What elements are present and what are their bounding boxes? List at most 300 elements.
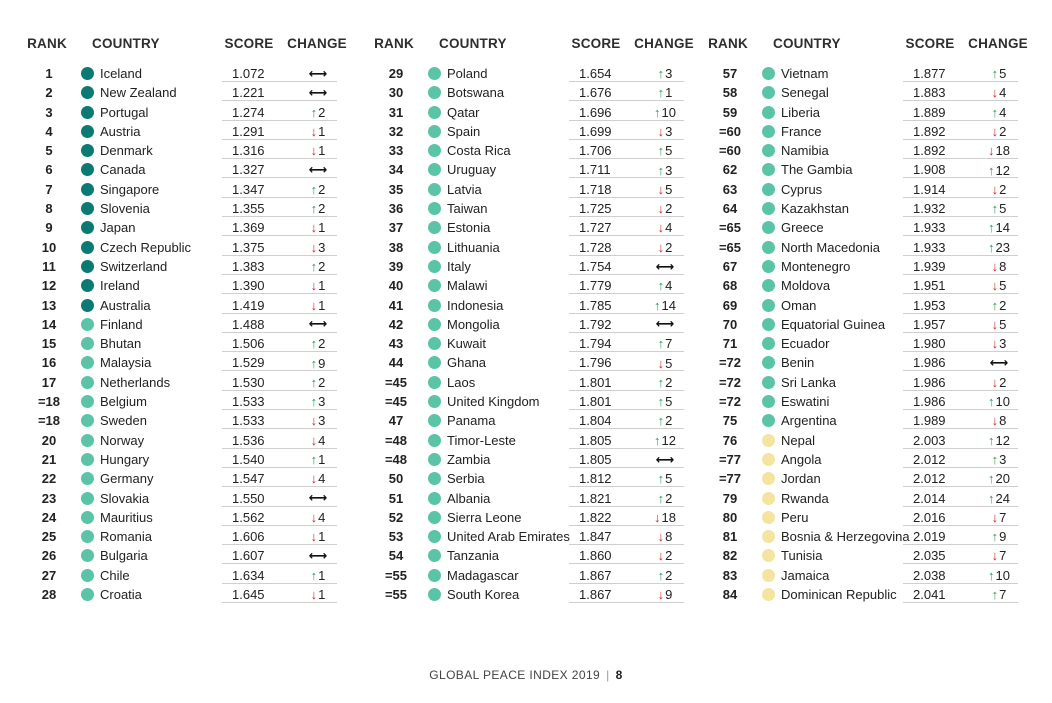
change-cell <box>967 104 1031 121</box>
peace-level-dot-icon <box>762 453 775 466</box>
score-cell: 1.718 <box>569 182 684 198</box>
rank-cell: =77 <box>718 451 742 467</box>
change-cell <box>967 84 1031 101</box>
change-cell <box>967 142 1031 159</box>
score-cell: 1.072 <box>222 66 337 82</box>
score-cell: 2.019 <box>903 529 1018 545</box>
score-cell: 1.488 <box>222 317 337 333</box>
peace-level-dot-icon <box>81 144 94 157</box>
change-value: 5 <box>665 471 673 487</box>
score-cell: 1.986 <box>903 355 1018 371</box>
country-cell: Peru <box>781 509 809 525</box>
peace-level-dot-icon <box>762 241 775 254</box>
peace-level-dot-icon <box>81 434 94 447</box>
score-cell: 2.012 <box>903 471 1018 487</box>
country-cell: Romania <box>100 529 153 545</box>
peace-level-dot-icon <box>428 549 441 562</box>
change-value: 2 <box>665 413 673 429</box>
change-cell <box>286 161 350 178</box>
arrow-up-icon: ↑ <box>654 104 661 120</box>
rank-cell: 53 <box>388 529 404 545</box>
peace-level-dot-icon <box>81 260 94 273</box>
arrow-up-icon: ↑ <box>310 181 318 197</box>
arrow-down-icon: ↓ <box>310 220 318 236</box>
peace-level-dot-icon <box>81 106 94 119</box>
score-cell: 2.003 <box>903 433 1018 449</box>
change-cell <box>967 258 1031 275</box>
change-cell <box>633 123 697 140</box>
score-cell: 1.822 <box>569 510 684 526</box>
change-value: 5 <box>999 66 1007 82</box>
change-value: 2 <box>999 181 1007 197</box>
rank-cell: 4 <box>45 123 53 139</box>
peace-level-dot-icon <box>428 511 441 524</box>
change-cell <box>633 567 697 584</box>
rank-cell: 67 <box>722 258 738 274</box>
change-cell <box>286 374 350 391</box>
rank-cell: 22 <box>41 471 57 487</box>
arrow-up-icon: ↑ <box>988 239 995 255</box>
change-value: 2 <box>318 181 326 197</box>
change-cell <box>967 181 1031 198</box>
rank-cell: 71 <box>722 336 738 352</box>
rank-cell: =48 <box>384 451 408 467</box>
score-cell: 1.375 <box>222 240 337 256</box>
double-arrow-icon: ⟷ <box>989 355 1009 371</box>
score-cell: 1.355 <box>222 201 337 217</box>
arrow-up-icon: ↑ <box>657 394 665 410</box>
rank-cell: 8 <box>45 201 53 217</box>
arrow-down-icon: ↓ <box>991 85 999 101</box>
change-value: 24 <box>995 490 1010 506</box>
country-cell: Costa Rica <box>447 143 511 159</box>
arrow-down-icon: ↓ <box>657 239 665 255</box>
score-cell: 1.606 <box>222 529 337 545</box>
change-cell <box>286 239 350 256</box>
country-cell: Liberia <box>781 104 821 120</box>
change-cell <box>286 104 350 121</box>
change-cell <box>967 528 1031 545</box>
arrow-up-icon: ↑ <box>988 162 995 178</box>
peace-level-dot-icon <box>762 125 775 138</box>
change-value: 2 <box>999 297 1007 313</box>
country-cell: Denmark <box>100 143 153 159</box>
change-value: 5 <box>665 355 673 371</box>
arrow-down-icon: ↓ <box>991 509 999 525</box>
double-arrow-icon: ⟷ <box>308 547 328 563</box>
rank-cell: =45 <box>384 374 408 390</box>
change-cell <box>967 297 1031 314</box>
arrow-up-icon: ↑ <box>310 336 318 352</box>
rank-cell: =77 <box>718 471 742 487</box>
change-value: 2 <box>665 374 673 390</box>
country-cell: United Arab Emirates <box>447 529 570 545</box>
change-value: 5 <box>665 143 673 159</box>
arrow-down-icon: ↓ <box>310 471 318 487</box>
change-value: 3 <box>318 413 326 429</box>
arrow-down-icon: ↓ <box>310 432 318 448</box>
change-cell <box>286 412 350 429</box>
change-cell <box>633 104 697 121</box>
country-cell: Hungary <box>100 451 150 467</box>
change-value: 2 <box>665 548 673 564</box>
country-cell: Rwanda <box>781 490 829 506</box>
country-cell: Tunisia <box>781 548 823 564</box>
change-header: CHANGE <box>287 36 347 51</box>
peace-level-dot-icon <box>762 511 775 524</box>
rank-cell: 41 <box>388 297 404 313</box>
score-cell: 1.383 <box>222 259 337 275</box>
rank-cell: 69 <box>722 297 738 313</box>
change-cell <box>633 84 697 101</box>
change-cell <box>633 547 697 564</box>
rank-cell: 76 <box>722 432 738 448</box>
rank-cell: 51 <box>388 490 404 506</box>
peace-level-dot-icon <box>81 241 94 254</box>
score-cell: 1.274 <box>222 105 337 121</box>
peace-level-dot-icon <box>428 279 441 292</box>
country-cell: Malawi <box>447 278 488 294</box>
country-cell: Cyprus <box>781 181 823 197</box>
change-value: 4 <box>318 432 326 448</box>
change-cell <box>967 470 1031 487</box>
double-arrow-icon: ⟷ <box>655 451 675 467</box>
rank-cell: 14 <box>41 316 57 332</box>
rank-cell: 35 <box>388 181 404 197</box>
score-cell: 1.419 <box>222 298 337 314</box>
score-cell: 1.728 <box>569 240 684 256</box>
rank-header: RANK <box>374 36 414 51</box>
score-cell: 1.804 <box>569 413 684 429</box>
arrow-up-icon: ↑ <box>657 490 665 506</box>
change-value: 5 <box>665 394 673 410</box>
change-value: 18 <box>995 143 1010 159</box>
score-cell: 1.727 <box>569 220 684 236</box>
double-arrow-icon: ⟷ <box>308 65 328 81</box>
peace-level-dot-icon <box>428 434 441 447</box>
rank-cell: =72 <box>718 374 742 390</box>
arrow-up-icon: ↑ <box>988 394 995 410</box>
peace-level-dot-icon <box>81 279 94 292</box>
peace-level-dot-icon <box>81 356 94 369</box>
arrow-down-icon: ↓ <box>988 143 995 159</box>
score-cell: 1.986 <box>903 394 1018 410</box>
double-arrow-icon: ⟷ <box>655 316 675 332</box>
arrow-up-icon: ↑ <box>657 471 665 487</box>
score-cell: 1.699 <box>569 124 684 140</box>
rank-cell: 27 <box>41 567 57 583</box>
arrow-up-icon: ↑ <box>988 471 995 487</box>
arrow-up-icon: ↑ <box>310 567 318 583</box>
score-cell: 1.711 <box>569 162 684 178</box>
score-cell: 1.794 <box>569 336 684 352</box>
country-cell: Dominican Republic <box>781 587 897 603</box>
change-cell <box>633 219 697 236</box>
change-value: 2 <box>318 259 326 275</box>
change-cell <box>633 316 697 333</box>
score-header: SCORE <box>224 36 274 51</box>
score-cell: 1.867 <box>569 568 684 584</box>
page-footer <box>0 668 1052 682</box>
rank-cell: 39 <box>388 258 404 274</box>
country-cell: Belgium <box>100 394 147 410</box>
change-cell <box>633 509 697 526</box>
rank-cell: =45 <box>384 394 408 410</box>
country-cell: Ecuador <box>781 336 830 352</box>
score-cell: 1.550 <box>222 491 337 507</box>
score-cell: 1.933 <box>903 220 1018 236</box>
rank-header: RANK <box>708 36 748 51</box>
rank-cell: 38 <box>388 239 404 255</box>
change-header: CHANGE <box>634 36 694 51</box>
rank-cell: 11 <box>42 258 56 274</box>
peace-level-dot-icon <box>81 163 94 176</box>
arrow-down-icon: ↓ <box>657 220 665 236</box>
peace-level-dot-icon <box>762 106 775 119</box>
arrow-up-icon: ↑ <box>988 490 995 506</box>
score-cell: 1.536 <box>222 433 337 449</box>
country-cell: Zambia <box>447 451 491 467</box>
country-cell: Oman <box>781 297 817 313</box>
arrow-up-icon: ↑ <box>310 374 318 390</box>
score-cell: 1.540 <box>222 452 337 468</box>
peace-level-dot-icon <box>762 279 775 292</box>
arrow-down-icon: ↓ <box>657 529 665 545</box>
arrow-up-icon: ↑ <box>654 297 661 313</box>
country-cell: Sweden <box>100 413 147 429</box>
score-cell: 2.041 <box>903 587 1018 603</box>
arrow-up-icon: ↑ <box>657 413 665 429</box>
change-value: 3 <box>318 239 326 255</box>
double-arrow-icon: ⟷ <box>308 490 328 506</box>
double-arrow-icon: ⟷ <box>655 258 675 274</box>
score-cell: 1.933 <box>903 240 1018 256</box>
peace-level-dot-icon <box>762 144 775 157</box>
change-cell <box>633 586 697 603</box>
change-cell <box>967 567 1031 584</box>
country-cell: Finland <box>100 316 143 332</box>
peace-level-dot-icon <box>428 67 441 80</box>
peace-level-dot-icon <box>428 472 441 485</box>
arrow-down-icon: ↓ <box>310 123 318 139</box>
change-cell <box>633 451 697 468</box>
score-cell: 1.547 <box>222 471 337 487</box>
score-cell: 1.533 <box>222 394 337 410</box>
score-cell: 1.957 <box>903 317 1018 333</box>
change-value: 12 <box>661 432 676 448</box>
peace-level-dot-icon <box>428 414 441 427</box>
rank-cell: 30 <box>388 85 404 101</box>
arrow-up-icon: ↑ <box>991 66 999 82</box>
rank-cell: 6 <box>45 162 53 178</box>
country-cell: Slovakia <box>100 490 150 506</box>
arrow-down-icon: ↓ <box>657 587 665 603</box>
score-cell: 1.860 <box>569 548 684 564</box>
change-value: 8 <box>999 413 1007 429</box>
rank-cell: =72 <box>718 394 742 410</box>
peace-level-dot-icon <box>428 453 441 466</box>
change-cell <box>633 258 697 275</box>
score-cell: 1.676 <box>569 85 684 101</box>
score-cell: 1.989 <box>903 413 1018 429</box>
arrow-up-icon: ↑ <box>991 452 999 467</box>
change-cell <box>967 374 1031 391</box>
change-cell <box>633 528 697 545</box>
double-arrow-icon: ⟷ <box>308 84 328 100</box>
score-cell: 1.347 <box>222 182 337 198</box>
rank-cell: 33 <box>388 143 404 159</box>
country-cell: Montenegro <box>781 258 851 274</box>
country-cell: Slovenia <box>100 201 150 217</box>
rank-cell: 13 <box>41 297 57 313</box>
score-cell: 1.892 <box>903 124 1018 140</box>
change-cell <box>286 432 350 449</box>
country-cell: United Kingdom <box>447 394 540 410</box>
country-cell: Sierra Leone <box>447 509 522 525</box>
arrow-down-icon: ↓ <box>657 201 665 217</box>
arrow-up-icon: ↑ <box>991 104 999 120</box>
change-cell <box>967 451 1031 468</box>
arrow-up-icon: ↑ <box>310 452 318 467</box>
country-cell: Benin <box>781 355 815 371</box>
change-value: 5 <box>665 181 673 197</box>
score-cell: 2.038 <box>903 568 1018 584</box>
change-cell <box>286 547 350 564</box>
arrow-down-icon: ↓ <box>310 413 318 429</box>
change-value: 3 <box>665 123 673 139</box>
arrow-down-icon: ↓ <box>310 297 318 313</box>
peace-level-dot-icon <box>762 202 775 215</box>
rank-cell: 26 <box>41 548 57 564</box>
rank-cell: 10 <box>41 239 57 255</box>
change-cell <box>286 509 350 526</box>
change-cell <box>967 490 1031 507</box>
arrow-down-icon: ↓ <box>310 509 318 525</box>
double-arrow-icon: ⟷ <box>308 162 328 178</box>
change-cell <box>286 451 350 468</box>
change-value: 7 <box>999 509 1007 525</box>
country-cell: Iceland <box>100 66 142 81</box>
change-value: 1 <box>318 278 326 294</box>
arrow-up-icon: ↑ <box>310 394 318 410</box>
change-cell <box>633 277 697 294</box>
change-cell <box>286 335 350 352</box>
change-cell <box>286 354 350 371</box>
change-cell <box>967 547 1031 564</box>
rank-cell: =55 <box>384 567 408 583</box>
change-value: 8 <box>999 259 1007 275</box>
peace-level-dot-icon <box>762 163 775 176</box>
score-cell: 1.792 <box>569 317 684 333</box>
arrow-down-icon: ↓ <box>991 259 999 275</box>
change-cell <box>286 123 350 140</box>
country-cell: Poland <box>447 66 488 81</box>
change-value: 4 <box>665 220 673 236</box>
arrow-up-icon: ↑ <box>657 567 665 583</box>
country-cell: Mongolia <box>447 316 500 332</box>
rank-cell: 3 <box>45 104 53 120</box>
arrow-up-icon: ↑ <box>988 567 995 583</box>
change-cell <box>967 412 1031 429</box>
arrow-down-icon: ↓ <box>991 374 999 390</box>
score-cell: 1.607 <box>222 548 337 564</box>
change-cell <box>286 200 350 217</box>
score-cell: 1.316 <box>222 143 337 159</box>
change-cell <box>286 65 350 82</box>
change-value: 4 <box>999 85 1007 101</box>
country-cell: Portugal <box>100 104 149 120</box>
rank-cell: 29 <box>388 66 404 81</box>
peace-level-dot-icon <box>762 530 775 543</box>
country-cell: North Macedonia <box>781 239 880 255</box>
country-cell: Ireland <box>100 278 140 294</box>
peace-level-dot-icon <box>81 511 94 524</box>
score-cell: 2.035 <box>903 548 1018 564</box>
rank-cell: =65 <box>718 220 742 236</box>
country-cell: Bosnia & Herzegovina <box>781 529 910 545</box>
score-cell: 1.291 <box>222 124 337 140</box>
peace-level-dot-icon <box>428 395 441 408</box>
score-header: SCORE <box>905 36 955 51</box>
country-cell: Norway <box>100 432 145 448</box>
peace-level-dot-icon <box>81 86 94 99</box>
score-cell: 1.883 <box>903 85 1018 101</box>
score-cell: 1.634 <box>222 568 337 584</box>
change-cell <box>286 567 350 584</box>
country-cell: France <box>781 123 822 139</box>
rank-cell: 32 <box>388 123 404 139</box>
arrow-up-icon: ↑ <box>991 587 999 603</box>
score-cell: 2.014 <box>903 491 1018 507</box>
change-cell <box>967 432 1031 449</box>
score-cell: 2.012 <box>903 452 1018 468</box>
country-cell: Mauritius <box>100 509 153 525</box>
peace-level-dot-icon <box>81 395 94 408</box>
score-cell: 1.889 <box>903 105 1018 121</box>
score-cell: 1.980 <box>903 336 1018 352</box>
score-cell: 1.847 <box>569 529 684 545</box>
country-cell: Estonia <box>447 220 491 236</box>
change-cell <box>967 509 1031 526</box>
country-cell: Spain <box>447 123 481 139</box>
score-cell: 1.951 <box>903 278 1018 294</box>
country-cell: Madagascar <box>447 567 519 583</box>
peace-level-dot-icon <box>428 86 441 99</box>
rank-cell: =60 <box>718 143 742 159</box>
peace-level-dot-icon <box>762 67 775 80</box>
score-cell: 1.785 <box>569 298 684 314</box>
rank-cell: =18 <box>37 394 61 410</box>
rank-cell: 52 <box>388 509 404 525</box>
country-cell: Bhutan <box>100 336 142 352</box>
score-cell: 1.327 <box>222 162 337 178</box>
arrow-down-icon: ↓ <box>991 316 999 332</box>
country-cell: Canada <box>100 162 146 178</box>
peace-level-dot-icon <box>428 492 441 505</box>
peace-level-dot-icon <box>428 588 441 601</box>
arrow-up-icon: ↑ <box>988 220 995 236</box>
change-value: 2 <box>318 201 326 217</box>
change-value: 3 <box>665 162 673 178</box>
country-cell: Equatorial Guinea <box>781 316 886 332</box>
change-value: 7 <box>999 587 1007 603</box>
peace-level-dot-icon <box>428 260 441 273</box>
rank-cell: 1 <box>45 66 53 81</box>
peace-level-dot-icon <box>81 221 94 234</box>
country-cell: Czech Republic <box>100 239 192 255</box>
change-cell <box>286 470 350 487</box>
rank-cell: =18 <box>37 413 61 429</box>
